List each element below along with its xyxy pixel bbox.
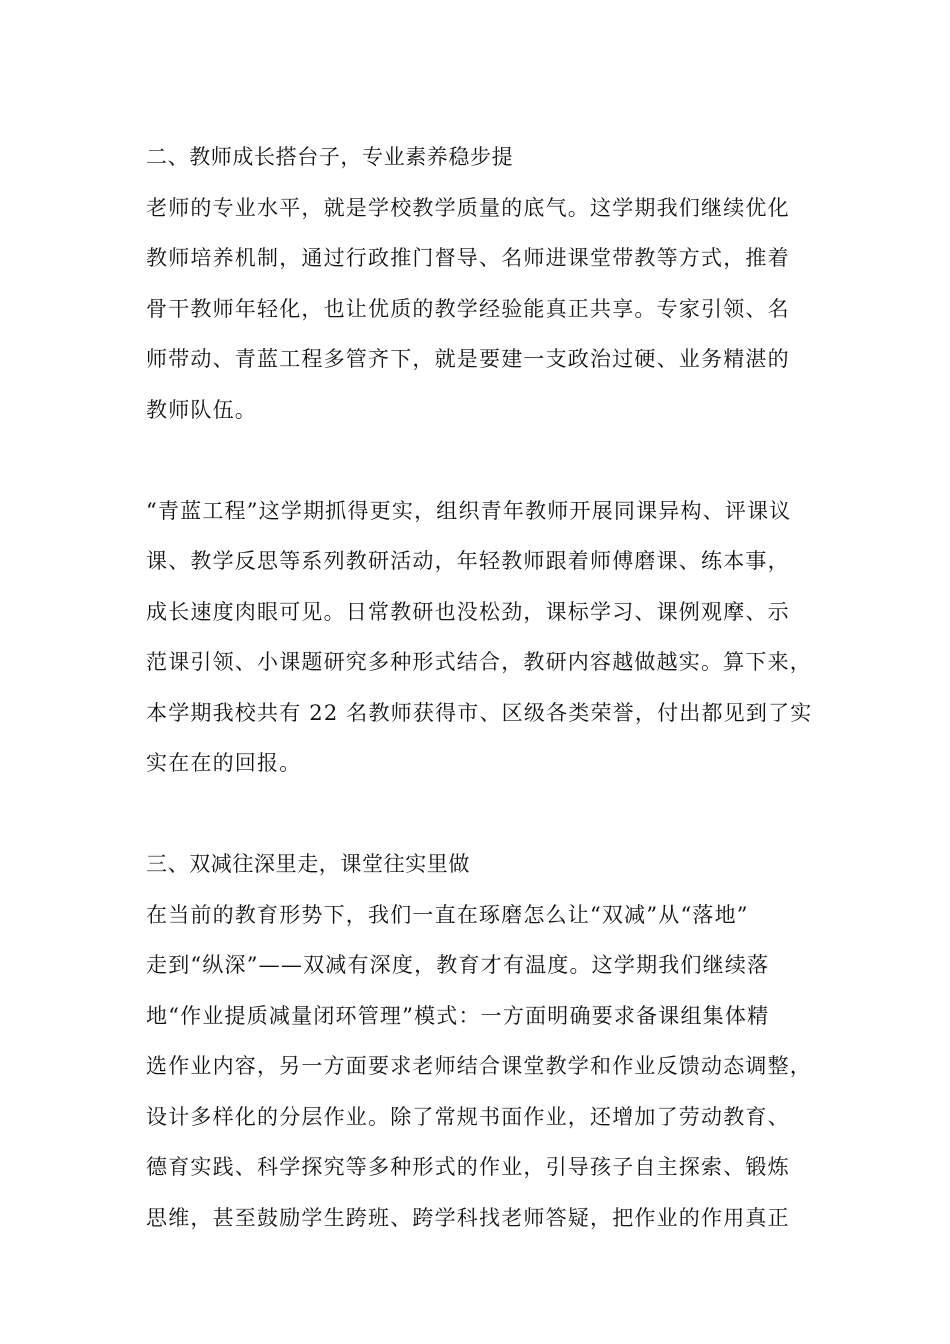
section-3-paragraph-1 bbox=[146, 890, 826, 1244]
paragraph-gap bbox=[146, 789, 826, 840]
text-line: 老师的专业水平，就是学校教学质量的底气。这学期我们继续优化 bbox=[146, 195, 790, 220]
text-line: 成长速度肉眼可见。日常教研也没松劲，课标学习、课例观摩、示 bbox=[146, 599, 790, 624]
heading-text: 二、教师成长搭台子，专业素养稳步提 bbox=[146, 145, 514, 169]
text-line: 设计多样化的分层作业。除了常规书面作业，还增加了劳动教育、 bbox=[146, 1104, 790, 1129]
paragraph-gap bbox=[146, 435, 826, 486]
text-line: 思维，甚至鼓励学生跨班、跨学科找老师答疑，把作业的作用真正 bbox=[146, 1205, 790, 1230]
text-line: 在当前的教育形势下，我们一直在琢磨怎么让“双减”从“落地” bbox=[146, 902, 749, 927]
text-line: 本学期我校共有 22 名教师获得市、区级各类荣誉，付出都见到了实 bbox=[146, 700, 813, 725]
section-3-heading bbox=[146, 839, 826, 890]
text-line: 骨干教师年轻化，也让优质的教学经验能真正共享。专家引领、名 bbox=[146, 296, 790, 321]
section-2-paragraph-1 bbox=[146, 183, 826, 436]
text-line: 实在在的回报。 bbox=[146, 751, 302, 775]
text-line: 选作业内容，另一方面要求老师结合课堂教学和作业反馈动态调整， bbox=[146, 1054, 812, 1078]
text-line: 德育实践、科学探究等多种形式的作业，引导孩子自主探索、锻炼 bbox=[146, 1155, 790, 1179]
text-line: 教师培养机制，通过行政推门督导、名师进课堂带教等方式，推着 bbox=[146, 246, 790, 270]
section-2-paragraph-2 bbox=[146, 486, 826, 789]
text-line: “青蓝工程”这学期抓得更实，组织青年教师开展同课异构、评课议 bbox=[146, 498, 792, 523]
document-body bbox=[146, 132, 826, 1243]
text-line: 走到“纵深”——双减有深度，教育才有温度。这学期我们继续落 bbox=[146, 953, 770, 977]
text-line: 范课引领、小课题研究多种形式结合，教研内容越做越实。算下来， bbox=[146, 650, 812, 674]
text-line: 地“作业提质减量闭环管理”模式：一方面明确要求备课组集体精 bbox=[146, 1003, 770, 1028]
text-line: 教师队伍。 bbox=[146, 397, 257, 422]
heading-text: 三、双减往深里走，课堂往实里做 bbox=[146, 852, 470, 876]
text-line: 师带动、青蓝工程多管齐下，就是要建一支政治过硬、业务精湛的 bbox=[146, 347, 790, 371]
text-line: 课、教学反思等系列教研活动，年轻教师跟着师傅磨课、练本事， bbox=[146, 549, 790, 573]
section-2-heading bbox=[146, 132, 826, 183]
